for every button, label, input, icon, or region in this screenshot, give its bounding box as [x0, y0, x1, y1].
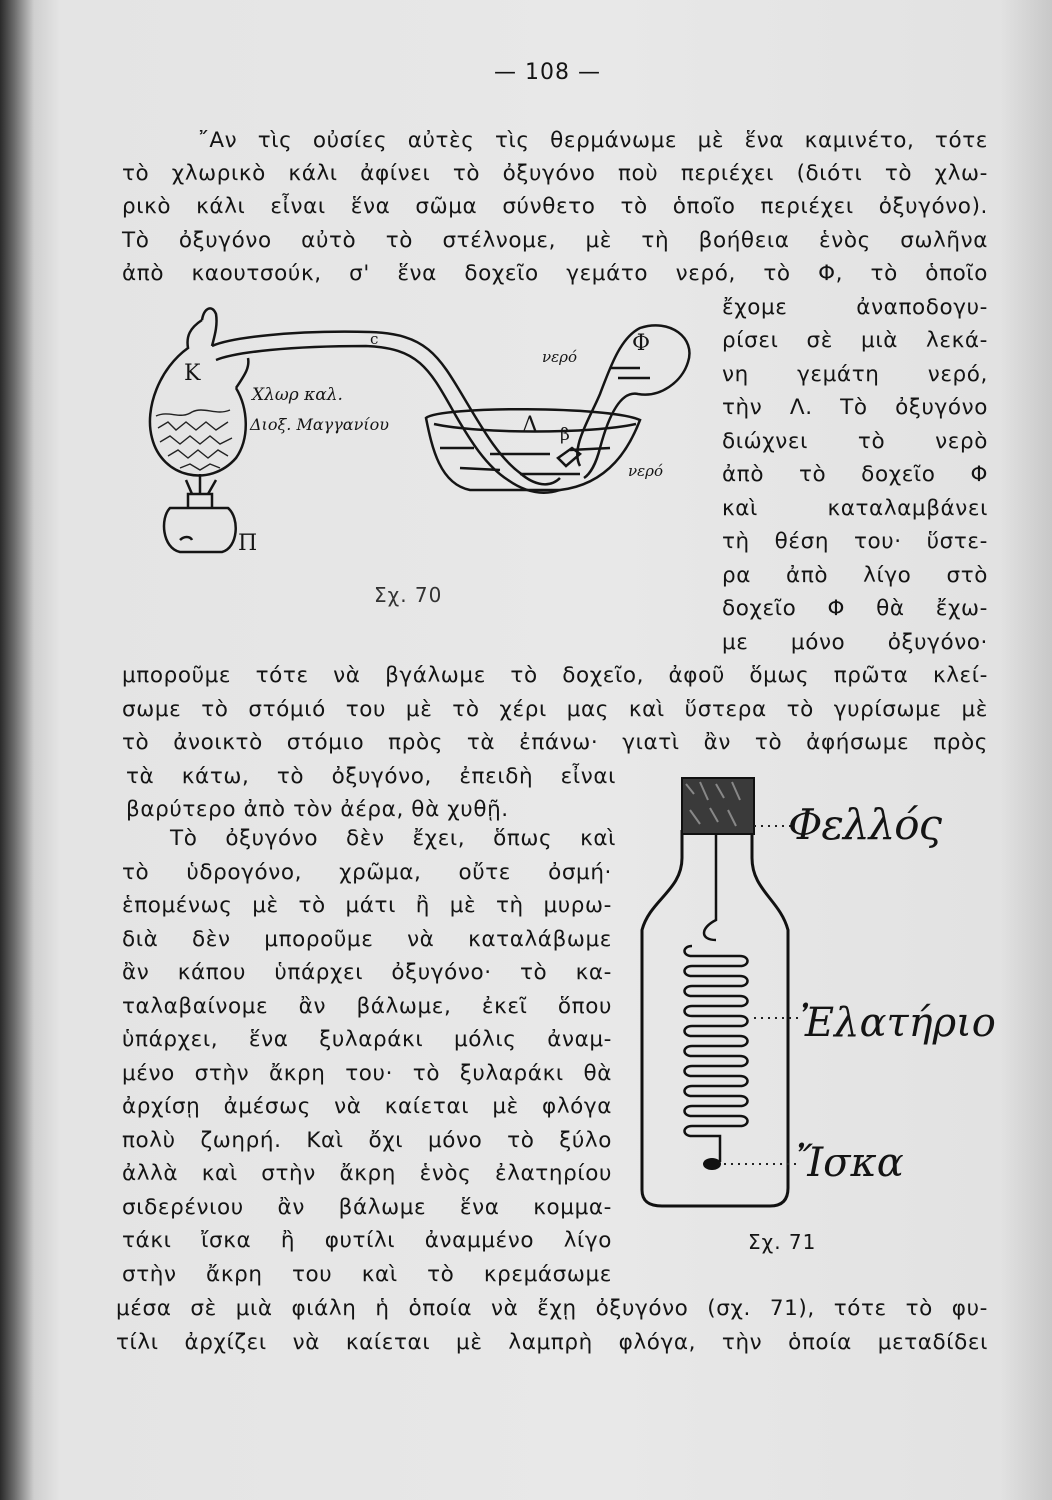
- text-line: σιδερένιου ἂν βάλωμε ἕνα κομμα-: [122, 1195, 612, 1220]
- label-p: Π: [238, 531, 258, 556]
- label-k: Κ: [184, 361, 201, 386]
- text-line: Τὸ ὀξυγόνο δὲν ἔχει, ὅπως καὶ: [170, 826, 616, 851]
- text-line: νη γεμάτη νερό,: [722, 362, 988, 387]
- label-c: c: [370, 330, 379, 348]
- text-line: τὸ χλωρικὸ κάλι ἀφίνει τὸ ὀξυγόνο ποὺ περιέχει (διότι τὸ χλω-: [122, 161, 988, 186]
- text-line: δοχεῖο Φ θὰ ἔχω-: [722, 596, 988, 621]
- text-line: στὴν ἄκρη του καὶ τὸ κρεμάσωμε: [122, 1262, 612, 1287]
- text-line: τίλι ἀρχίζει νὰ καίεται μὲ λαμπρὴ φλόγα, τὴν ὁποία μεταδίδει: [116, 1330, 988, 1355]
- label-cork: Φελλός: [788, 800, 942, 849]
- text-line: καὶ καταλαμβάνει: [722, 496, 988, 521]
- text-line: πολὺ ζωηρή. Καὶ ὄχι μόνο τὸ ξύλο: [122, 1128, 612, 1153]
- label-manganese-dioxide: Διοξ. Μαγγανίου: [250, 415, 389, 434]
- label-f: Φ: [632, 331, 651, 356]
- text-line: ῎Αν τὶς οὐσίες αὐτὲς τὶς θερμάνωμε μὲ ἕνα καμινέτο, τότε: [198, 128, 988, 153]
- text-line: μέσα σὲ μιὰ φιάλη ἡ ὁποία νὰ ἔχῃ ὀξυγόνο (σχ. 71), τότε τὸ φυ-: [116, 1296, 988, 1321]
- text-line: τὴν Λ. Τὸ ὀξυγόνο: [722, 395, 988, 420]
- figure-71-caption: Σχ. 71: [748, 1230, 817, 1254]
- text-line: ἑπομένως μὲ τὸ μάτι ἢ μὲ τὴ μυρω-: [122, 893, 612, 918]
- text-line: ταλαβαίνομε ἂν βάλωμε, ἐκεῖ ὅπου: [122, 994, 612, 1019]
- text-line: τὴ θέση του· ὕστε-: [722, 529, 988, 554]
- label-spring: Ἐλατήριο: [800, 1000, 996, 1046]
- text-line: βαρύτερο ἀπὸ τὸν ἀέρα, θὰ χυθῇ.: [126, 797, 509, 822]
- text-line: ἀλλὰ καὶ στὴν ἄκρη ἑνὸς ἐλατηρίου: [122, 1161, 612, 1186]
- label-nero-top: νερό: [542, 348, 578, 366]
- figure-70-caption: Σχ. 70: [374, 583, 443, 607]
- text-line: ρικὸ κάλι εἶναι ἕνα σῶμα σύνθετο τὸ ὁποῖο περιέχει ὀξυγόνο).: [122, 194, 988, 219]
- label-chloric-potash: Χλωρ καλ.: [252, 385, 343, 405]
- label-l: Λ: [522, 413, 538, 438]
- text-line: ἀπὸ καουτσούκ, σ' ἕνα δοχεῖο γεμάτο νερό, τὸ Φ, τὸ ὁποῖο: [122, 261, 988, 286]
- tinder-iska: [703, 1158, 721, 1170]
- text-line: ἀπὸ τὸ δοχεῖο Φ: [722, 462, 988, 487]
- text-line: ὑπάρχει, ἕνα ξυλαράκι μόλις ἀναμ-: [122, 1027, 612, 1052]
- text-line: διὰ δὲν μποροῦμε νὰ καταλάβωμε: [122, 927, 612, 952]
- text-line: μένο στὴν ἄκρη του· τὸ ξυλαράκι θὰ: [122, 1061, 612, 1086]
- text-line: τὸ ὑδρογόνο, χρῶμα, οὔτε ὀσμή·: [122, 860, 612, 885]
- text-line: με μόνο ὀξυγόνο·: [722, 630, 988, 655]
- text-line: σωμε τὸ στόμιό του μὲ τὸ χέρι μας καὶ ὕστερα τὸ γυρίσωμε μὲ: [122, 697, 988, 722]
- text-line: μποροῦμε τότε νὰ βγάλωμε τὸ δοχεῖο, ἀφοῦ ὅμως πρῶτα κλεί-: [122, 663, 988, 688]
- text-line: τὸ ἀνοικτὸ στόμιο πρὸς τὰ ἐπάνω· γιατὶ ἂν τὸ ἀφήσωμε πρὸς: [122, 730, 988, 755]
- label-iska: Ἴσκα: [796, 1140, 904, 1186]
- text-line: τὰ κάτω, τὸ ὀξυγόνο, ἐπειδὴ εἶναι: [126, 764, 616, 789]
- text-line: ρα ἀπὸ λίγο στὸ: [722, 563, 988, 588]
- page-number: — 108 —: [494, 60, 601, 85]
- text-line: ἂν κάπου ὑπάρχει ὀξυγόνο· τὸ κα-: [122, 960, 612, 985]
- label-nero-bottom: νερό: [628, 462, 664, 480]
- text-line: τάκι ἴσκα ἢ φυτίλι ἀναμμένο λίγο: [122, 1228, 612, 1253]
- text-line: ἀρχίσῃ ἀμέσως νὰ καίεται μὲ φλόγα: [122, 1094, 612, 1119]
- text-line: ἔχομε ἀναποδογυ-: [722, 295, 988, 320]
- text-line: ρίσει σὲ μιὰ λεκά-: [722, 328, 988, 353]
- text-line: Τὸ ὀξυγόνο αὐτὸ τὸ στέλνομε, μὲ τὴ βοήθεια ἑνὸς σωλῆνα: [122, 228, 988, 253]
- label-b: β: [560, 425, 570, 445]
- figure-70-apparatus: [140, 298, 720, 568]
- text-line: διώχνει τὸ νερὸ: [722, 429, 988, 454]
